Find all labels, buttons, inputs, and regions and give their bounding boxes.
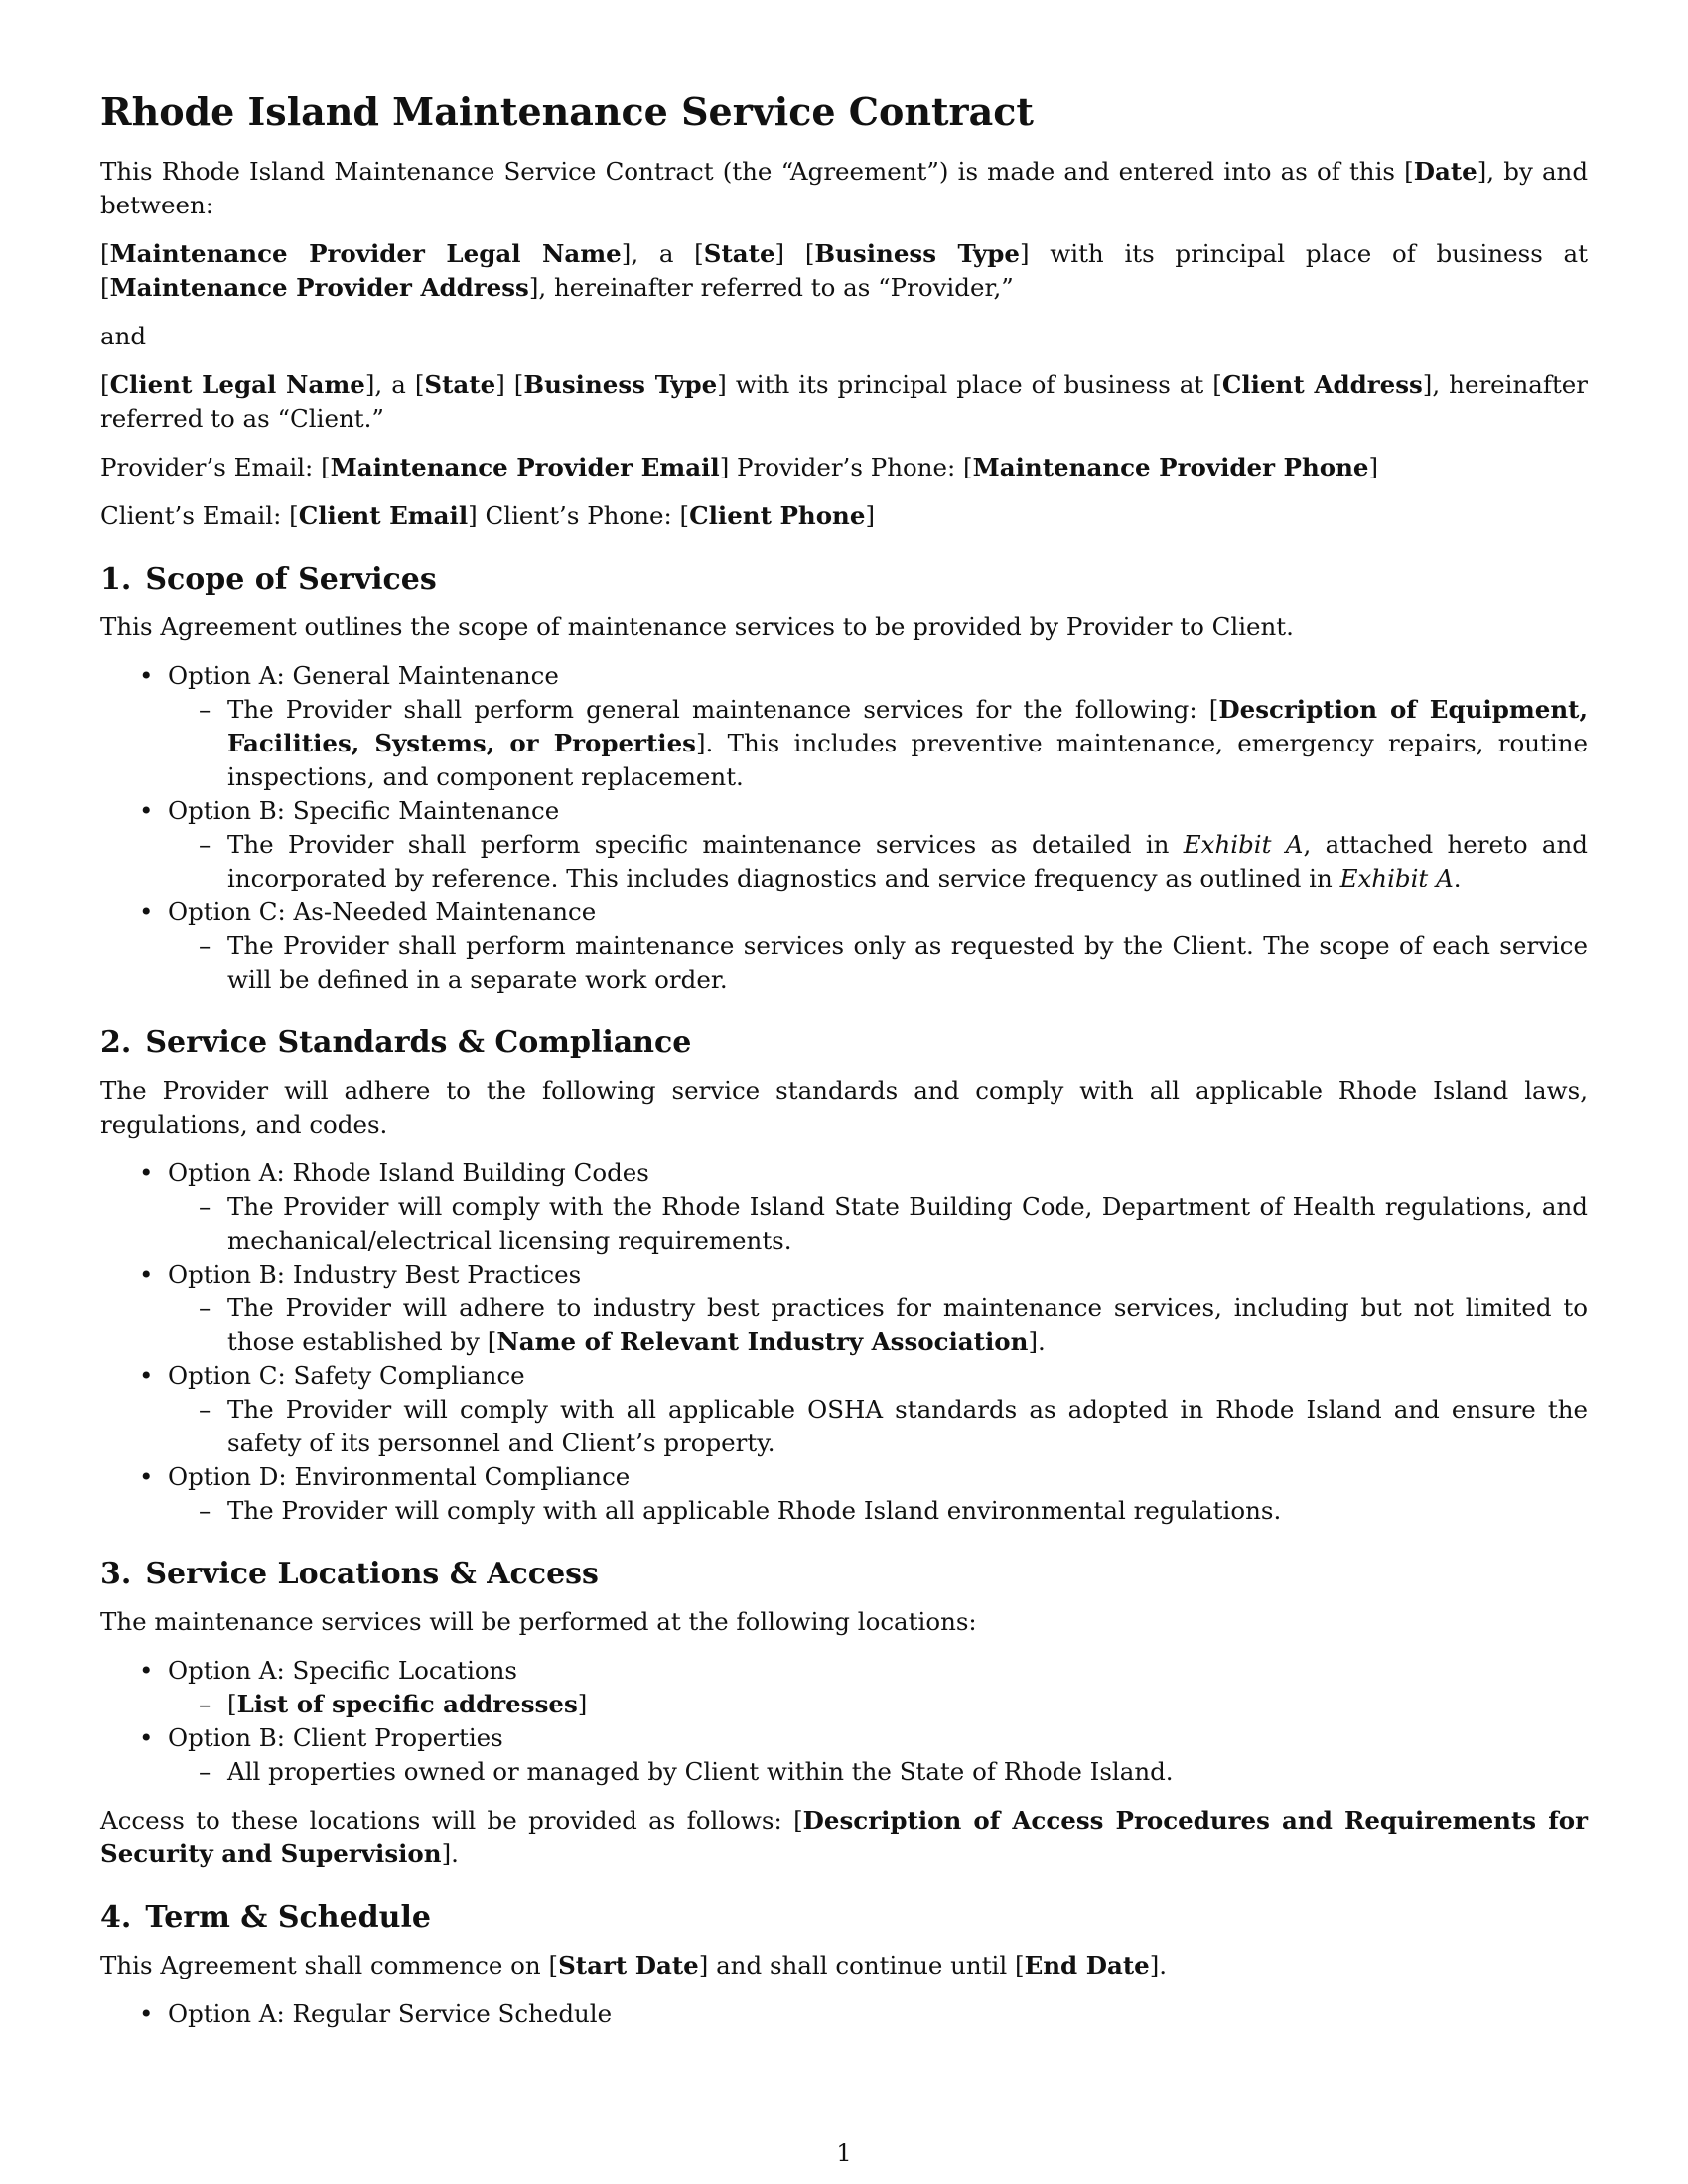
detail-text: , attached hereto and incorporated by reference. This includes diagnostics and service frequency as outlined in [227, 830, 1588, 892]
section-title: Service Locations & Access [145, 1557, 599, 1591]
provider-phone-label: Provider’s Phone: [729, 453, 964, 481]
client-phone-placeholder: Client Phone [689, 501, 866, 530]
detail-text: . [1453, 864, 1462, 892]
provider-phone-placeholder: Maintenance Provider Phone [972, 453, 1369, 481]
section-title: Service Standards & Compliance [145, 1025, 692, 1060]
term-text: ]. [1149, 1951, 1168, 1979]
option-detail: – [List of specific addresses] [168, 1688, 1588, 1721]
option-details [168, 1190, 1588, 1258]
section-number: 4. [100, 1900, 132, 1935]
option-label: Option A: Rhode Island Building Codes [168, 1159, 649, 1187]
client-text: ], hereinafter referred to as “Client.” [100, 370, 1589, 433]
end-date-placeholder: End Date [1024, 1951, 1150, 1979]
provider-paragraph: [Maintenance Provider Legal Name], a [State] [Business Type] with its principal place of business at [Maintenance Provider Address], hereinafter referred to as “Provider,” [100, 239, 1588, 302]
option-label: Option C: As-Needed Maintenance [168, 897, 597, 926]
standards-intro: The Provider will adhere to the following service standards and comply with all applicable Rhode Island laws, regulations, and codes. [100, 1076, 1588, 1139]
access-procedures-placeholder: Description of Access Procedures and Requirements for Security and Supervision [100, 1806, 1588, 1868]
access-text: ]. [441, 1840, 459, 1868]
term-text: This Agreement shall commence on [ [100, 1951, 559, 1979]
option-details [168, 1755, 1588, 1789]
section-heading-term [100, 1898, 1588, 1938]
locations-intro: The maintenance services will be performed at the following locations: [100, 1607, 977, 1636]
detail-text: ]. This includes preventive maintenance, emergency repairs, routine inspections, and component replacement. [227, 729, 1588, 791]
term-text: ] and shall continue until [ [698, 1951, 1025, 1979]
client-state-placeholder: State [424, 370, 496, 399]
provider-address-placeholder: Maintenance Provider Address [109, 273, 529, 302]
equipment-description-placeholder: Description of Equipment, Facilities, Systems, or Properties [227, 695, 1588, 757]
option-detail: – The Provider will comply with the Rhode Island State Building Code, Department of Health regulations, and mechanical/electrical licensing requirements. [168, 1190, 1588, 1258]
option-item [100, 1654, 1588, 1721]
option-label: Option A: Regular Service Schedule [168, 1999, 613, 2028]
option-item [100, 659, 1588, 794]
detail-text: The Provider will adhere to industry best practices for maintenance services, including but not limited to those established by [ [227, 1294, 1588, 1356]
provider-contact-line: Provider’s Email: [Maintenance Provider Email] Provider’s Phone: [Maintenance Provider Phone] [100, 453, 1379, 481]
option-item [100, 1721, 1588, 1789]
client-name-placeholder: Client Legal Name [109, 370, 365, 399]
detail-text: ]. [1028, 1327, 1046, 1356]
option-label: Option C: Safety Compliance [168, 1361, 525, 1390]
option-item [100, 794, 1588, 895]
section-heading-standards [100, 1024, 1588, 1063]
option-detail [168, 693, 1588, 794]
option-details [168, 929, 1588, 997]
document-body [100, 87, 1588, 2046]
option-item [100, 1157, 1588, 1258]
option-label: Option D: Environmental Compliance [168, 1462, 631, 1491]
page-number: 1 [836, 2139, 852, 2167]
section-number: 2. [100, 1025, 132, 1060]
option-details [168, 828, 1588, 895]
term-options-list [100, 1997, 1588, 2031]
section-heading-scope [100, 560, 1588, 600]
scope-options-list [100, 659, 1588, 997]
provider-state-placeholder: State [703, 239, 775, 268]
section-title: Term & Schedule [145, 1900, 431, 1935]
section-number: 1. [100, 562, 132, 597]
option-detail: – The Provider shall perform maintenance services only as requested by the Client. The scope of each service will be defined in a separate work order. [168, 929, 1588, 997]
provider-name-placeholder: Maintenance Provider Legal Name [109, 239, 622, 268]
provider-text: ], a [ [621, 239, 704, 268]
provider-text: ], hereinafter referred to as “Provider,” [528, 273, 1014, 302]
option-item [100, 1258, 1588, 1359]
intro-text: ], by and between: [100, 157, 1589, 219]
exhibit-reference: Exhibit A [1183, 830, 1304, 859]
option-detail: – The Provider will comply with all applicable OSHA standards as adopted in Rhode Island and ensure the safety of its personnel and Client’s property. [168, 1393, 1588, 1460]
client-email-placeholder: Client Email [298, 501, 469, 530]
industry-association-placeholder: Name of Relevant Industry Association [496, 1327, 1029, 1356]
provider-business-type-placeholder: Business Type [814, 239, 1020, 268]
client-email-label: Client’s Email: [100, 501, 290, 530]
date-placeholder: Date [1413, 157, 1477, 186]
option-label: Option A: Specific Locations [168, 1656, 518, 1685]
locations-options-list [100, 1654, 1588, 1789]
option-details [168, 1393, 1588, 1460]
option-details [168, 1292, 1588, 1359]
option-item [100, 1460, 1588, 1528]
exhibit-reference: Exhibit A [1339, 864, 1454, 892]
standards-options-list [100, 1157, 1588, 1528]
scope-intro: This Agreement outlines the scope of maintenance services to be provided by Provider to Client. [100, 613, 1294, 641]
option-detail [168, 828, 1588, 895]
intro-paragraph [100, 155, 1588, 222]
option-item [100, 895, 1588, 997]
option-detail: – The Provider will comply with all applicable Rhode Island environmental regulations. [168, 1494, 1588, 1528]
option-label: Option B: Specific Maintenance [168, 796, 560, 825]
option-label: Option B: Client Properties [168, 1723, 503, 1752]
provider-email-label: Provider’s Email: [100, 453, 322, 481]
client-paragraph: [Client Legal Name], a [State] [Business Type] with its principal place of business at [Client Address], hereinafter referred to as “Client.” [100, 370, 1589, 433]
access-paragraph [100, 1804, 1588, 1871]
option-details [168, 693, 1588, 794]
option-details [168, 1494, 1588, 1528]
section-heading-locations [100, 1555, 1588, 1594]
option-detail [168, 1292, 1588, 1359]
provider-email-placeholder: Maintenance Provider Email [330, 453, 720, 481]
option-item [100, 1359, 1588, 1460]
term-paragraph [100, 1949, 1588, 1982]
option-label: Option B: Industry Best Practices [168, 1260, 582, 1289]
client-text: ] with its principal place of business at [ [717, 370, 1222, 399]
start-date-placeholder: Start Date [558, 1951, 699, 1979]
access-text: Access to these locations will be provided as follows: [ [100, 1806, 803, 1835]
and-paragraph: and [100, 322, 147, 350]
client-business-type-placeholder: Business Type [523, 370, 718, 399]
addresses-placeholder: List of specific addresses [236, 1690, 578, 1718]
document-title: Rhode Island Maintenance Service Contract [100, 89, 1034, 134]
detail-text: The Provider shall perform specific maintenance services as detailed in [227, 830, 1184, 859]
option-item [100, 1997, 1588, 2031]
client-text: ], a [ [364, 370, 425, 399]
option-detail: – All properties owned or managed by Client within the State of Rhode Island. [168, 1755, 1588, 1789]
section-number: 3. [100, 1557, 132, 1591]
intro-text: This Rhode Island Maintenance Service Contract (the “Agreement”) is made and entered into as of this [ [100, 157, 1414, 186]
section-title: Scope of Services [145, 562, 437, 597]
provider-text: ] with its principal place of business at [ [100, 239, 1588, 302]
option-details [168, 1688, 1588, 1721]
client-phone-label: Client’s Phone: [477, 501, 680, 530]
option-label: Option A: General Maintenance [168, 661, 559, 690]
client-address-placeholder: Client Address [1221, 370, 1423, 399]
client-contact-line: Client’s Email: [Client Email] Client’s Phone: [Client Phone] [100, 501, 875, 530]
detail-text: The Provider shall perform general maintenance services for the following: [ [227, 695, 1219, 724]
